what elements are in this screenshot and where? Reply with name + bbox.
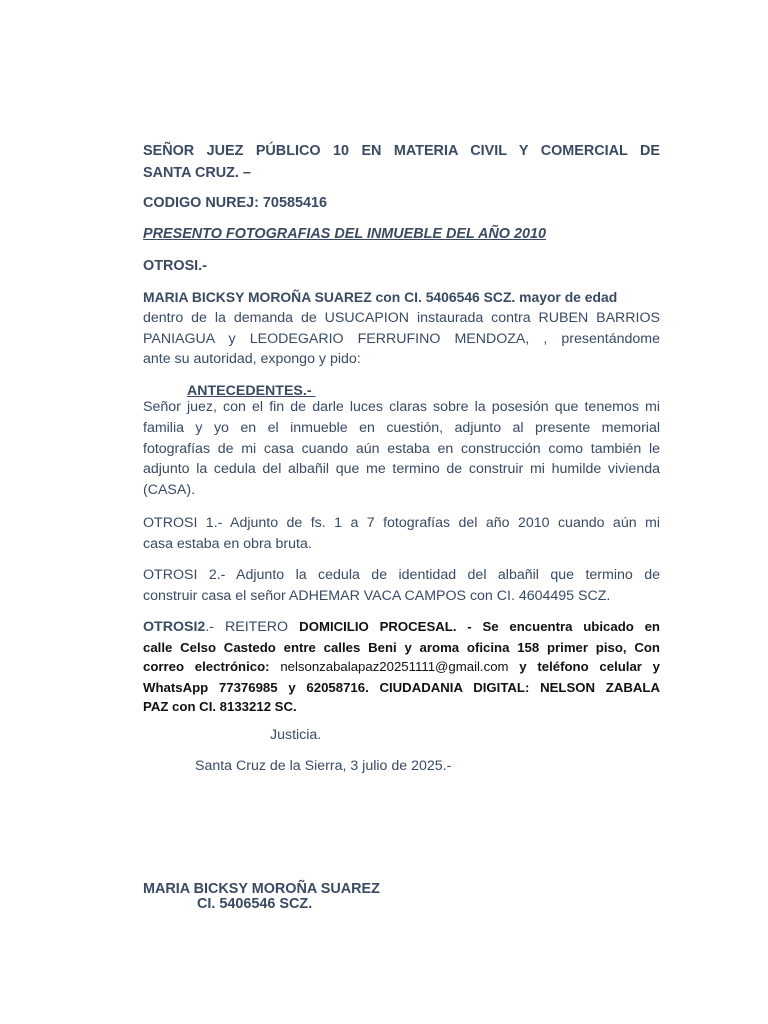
otrosi1-line2: casa estaba en obra bruta. bbox=[143, 535, 312, 552]
codigo-nurej: CODIGO NUREJ: 70585416 bbox=[143, 195, 327, 211]
antecedentes-line1: Señor juez, con el fin de darle luces claras sobre la posesión que tenemos mi bbox=[143, 399, 660, 415]
antecedentes-line2: familia y yo en el inmueble en cuestión, adjunto al presente memorial bbox=[143, 419, 660, 436]
otrosi3-label: OTROSI2 bbox=[143, 619, 206, 635]
antecedentes-heading-text: ANTECEDENTES.- bbox=[187, 383, 316, 399]
otrosi1-line1: OTROSI 1.- Adjunto de fs. 1 a 7 fotografías del año 2010 cuando aún mi bbox=[143, 515, 660, 531]
subject-title-text: PRESENTO FOTOGRAFIAS DEL INMUEBLE DEL AÑO 2010 bbox=[143, 226, 547, 242]
correo-label: correo electrónico: bbox=[143, 659, 281, 675]
email-text: nelsonzabalapaz20251111@gmail.com bbox=[280, 659, 509, 675]
otrosi-heading: OTROSI.- bbox=[143, 258, 207, 274]
court-header bbox=[143, 140, 660, 184]
otrosi2-line1: OTROSI 2.- Adjunto la cedula de identidad del albañil que termino de bbox=[143, 567, 660, 583]
domicilio-line4: WhatsApp 77376985 y 62058716. CIUDADANIA DIGITAL: NELSON ZABALA bbox=[143, 679, 660, 695]
lugar-fecha: Santa Cruz de la Sierra, 3 julio de 2025.- bbox=[195, 758, 452, 774]
intro-paragraph bbox=[143, 287, 660, 370]
reitero-text: .- REITERO bbox=[205, 619, 300, 635]
otrosi2-paragraph bbox=[143, 565, 660, 607]
firma-nombre: MARIA BICKSY MOROÑA SUAREZ bbox=[143, 881, 380, 897]
antecedentes-paragraph bbox=[143, 397, 660, 501]
domicilio-line1 bbox=[143, 617, 660, 638]
firma-ci: CI. 5406546 SCZ. bbox=[197, 896, 313, 912]
domicilio-text: DOMICILIO PROCESAL. - Se encuentra ubicado en bbox=[299, 619, 660, 634]
antecedentes-line4: adjunto la cedula del albañil que me termino de construir mi humilde vivienda bbox=[143, 461, 660, 478]
intro-line2: dentro de la demanda de USUCAPION instaurada contra RUBEN BARRIOS bbox=[143, 309, 660, 326]
otrosi1-paragraph bbox=[143, 513, 660, 555]
court-header-line1: SEÑOR JUEZ PÚBLICO 10 EN MATERIA CIVIL Y COMERCIAL DE bbox=[143, 143, 660, 159]
court-header-line2: SANTA CRUZ. – bbox=[143, 165, 251, 181]
domicilio-line5: PAZ con CI. 8133212 SC. bbox=[143, 699, 297, 715]
intro-line4: ante su autoridad, expongo y pido: bbox=[143, 351, 361, 368]
otrosi2-line2: construir casa el señor ADHEMAR VACA CAMPOS con CI. 4604495 SCZ. bbox=[143, 587, 611, 604]
intro-bold-line: MARIA BICKSY MOROÑA SUAREZ con CI. 5406546 SCZ. mayor de edad bbox=[143, 289, 618, 305]
intro-line3: PANIAGUA y LEODEGARIO FERRUFINO MENDOZA, , presentándome bbox=[143, 330, 660, 347]
domicilio-line3 bbox=[143, 657, 660, 678]
justicia: Justicia. bbox=[270, 727, 322, 743]
domicilio-paragraph bbox=[143, 617, 660, 717]
subject-title bbox=[143, 224, 660, 245]
domicilio-line2: calle Celso Castedo entre calles Beni y aroma oficina 158 primer piso, Con bbox=[143, 639, 660, 655]
antecedentes-line5: (CASA). bbox=[143, 482, 196, 499]
telefono-text: y teléfono celular y bbox=[508, 659, 661, 675]
antecedentes-line3: fotografías de mi casa cuando aún estaba en construcción como también le bbox=[143, 440, 660, 457]
